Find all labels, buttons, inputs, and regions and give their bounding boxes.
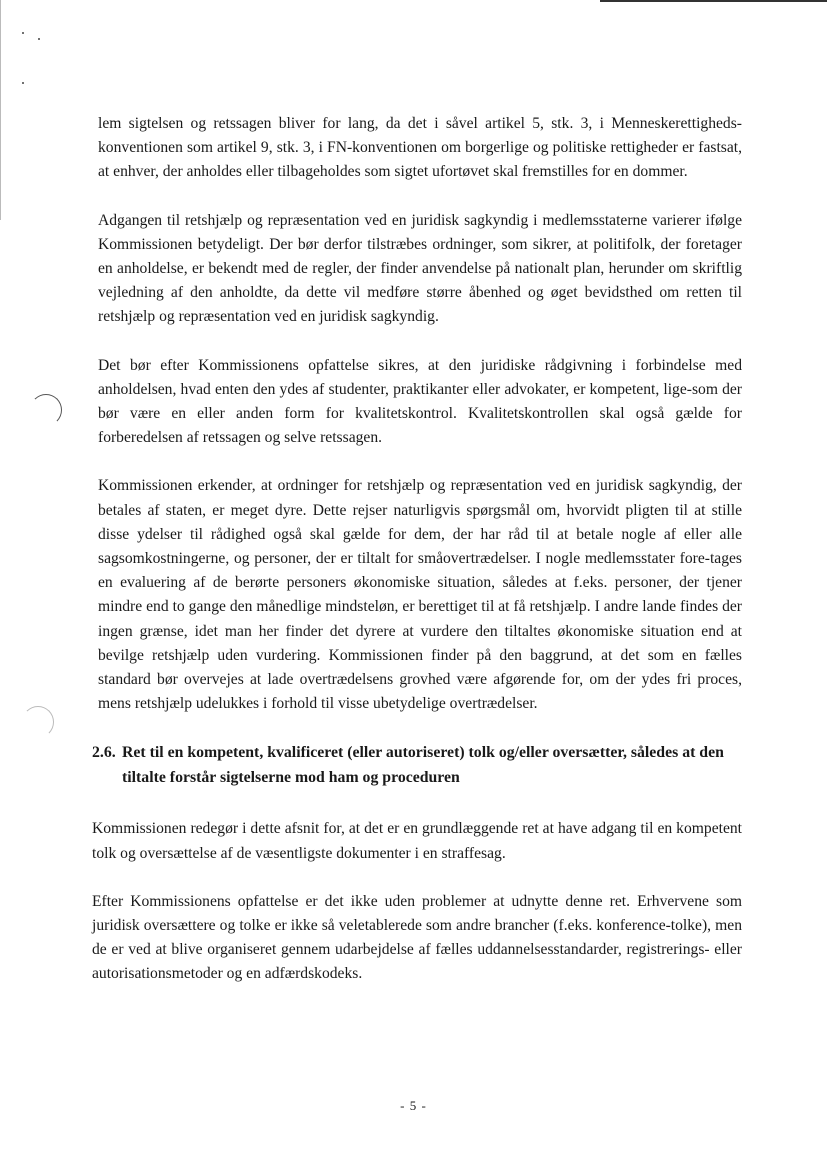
body-paragraph: Kommissionen redegør i dette afsnit for, at det er en grundlæggende ret at have adgang til en kompetent tolk og oversættelse af de væsentligste dokumenter i en straffesag. (92, 820, 742, 862)
body-paragraph: Det bør efter Kommissionens opfattelse sikres, at den juridiske rådgivning i forbindelse med anholdelsen, hvad enten den ydes af studenter, praktikanter eller advokater, er kompetent, lige-som der bør være en eller anden form for kvalitetskontrol. Kvalitetskontrollen skal også gælde for forberedelsen af retssagen og selve retssagen. (98, 356, 742, 447)
body-paragraph: Adgangen til retshjælp og repræsentation ved en juridisk sagkyndig i medlemsstaterne varierer ifølge Kommissionen betydeligt. Der bør derfor tilstræbes ordninger, som sikrer, at politifolk, der foretager en anholdelse, er bekendt med de regler, der finder anvendelse på nationalt plan, herunder om skriftlig vejledning af den anholdte, da dette vil medføre større åbenhed og øget bevidsthed om retten til retshjælp og repræsentation ved en juridisk sagkyndig. (98, 211, 742, 326)
punch-hole-mark (22, 706, 54, 738)
section-heading (92, 740, 742, 790)
scan-speck (22, 32, 24, 34)
scan-speck (38, 38, 40, 40)
punch-hole-mark (30, 394, 62, 426)
section-title: Ret til en kompetent, kvalificeret (eller autoriseret) tolk og/eller oversætter, således at den tiltalte forstår sigtelserne mod ham og proceduren (122, 744, 724, 787)
body-paragraph: lem sigtelsen og retssagen bliver for lang, da det i såvel artikel 5, stk. 3, i Menneskerettigheds-konventionen som artikel 9, stk. 3, i FN-konventionen om borgerlige og politiske rettigheder er fastsat, at enhver, der anholdes eller tilbageholdes som sigtet ufortøvet skal fremstilles for en dommer. (98, 115, 742, 181)
scan-speck (22, 82, 24, 84)
page-number: - 5 - (400, 1098, 427, 1113)
body-paragraph: Kommissionen erkender, at ordninger for retshjælp og repræsentation ved en juridisk sagkyndig, der betales af staten, er meget dyre. Dette rejser naturligvis spørgsmål om, hvorvidt pligten til at stille disse ydelser til rådighed også skal gælde for dem, der har råd til at betale nogle af eller alle sagsomkostningerne, og personer, der er tiltalt for småovertrædelser. I nogle medlemsstater fore-tages en evaluering af de berørte personers økonomiske situation, således at f.eks. personer, der tjener mindre end to gange den månedlige mindsteløn, er berettiget til at få retshjælp. I andre lande findes der ingen grænse, idet man her finder det dyrere at vurdere den tiltaltes økonomiske situation end at bevilge retshjælp uden vurdering. Kommissionen finder på den baggrund, at det som en fælles standard bør overvejes at lade overtrædelsens grovhed være afgørende for, om der ydes fri proces, mens retshjælp udelukkes i forhold til visse ubetydelige overtrædelser. (98, 477, 742, 713)
body-paragraph: Efter Kommissionens opfattelse er det ikke uden problemer at udnytte denne ret. Erhvervene som juridisk oversættere og tolke er ikke så veletablerede som andre brancher (f.eks. konference-tolke), men de er ved at blive organiseret gennem udarbejdelse af fælles uddannelsesstandarder, registrerings- eller autorisationsmetoder og en adfærdskodeks. (92, 892, 742, 983)
left-scan-edge (0, 0, 1, 220)
document-body (92, 112, 742, 1011)
section-number: 2.6. (92, 744, 116, 762)
top-edge-rule (600, 0, 827, 2)
